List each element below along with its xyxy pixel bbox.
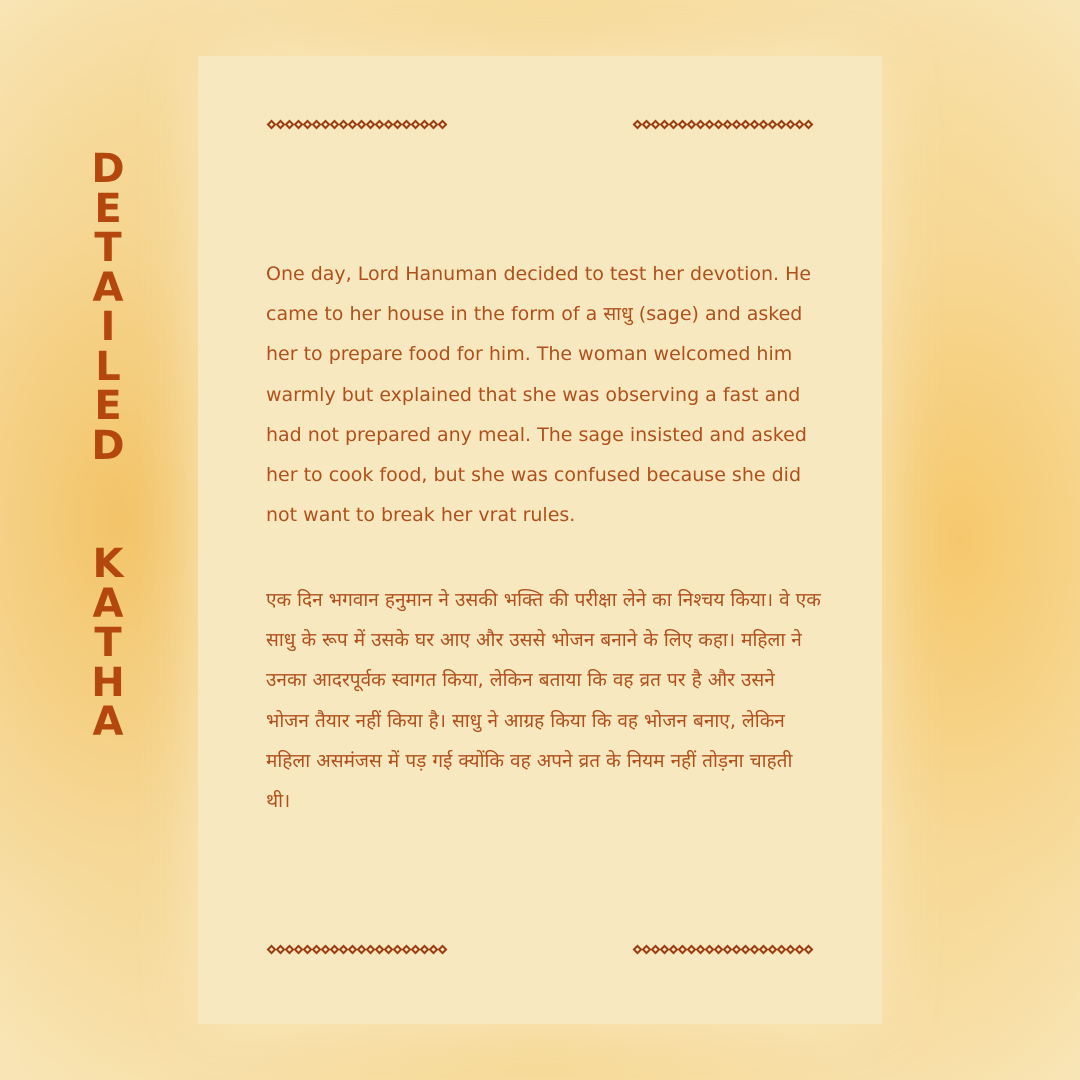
vertical-title xyxy=(78,146,138,745)
diamond-icon xyxy=(438,944,448,954)
story-card xyxy=(198,56,882,1024)
story-hindi: एक दिन भगवान हनुमान ने उसकी भक्ति की परीक्षा लेने का निश्चय किया। वे एक साधु के रूप में उसके घर आए और उससे भोजन बनाने के लिए कहा। महिला ने उनका आदरपूर्वक स्वागत किया, लेकिन बताया कि वह व्रत पर है और उसने भोजन तैयार नहीं किया है। साधु ने आग्रह किया कि वह भोजन बनाए, लेकिन महिला असमंजस में पड़ गई क्योंकि वह अपने व्रत के नियम नहीं तोड़ना चाहती थी। xyxy=(266,589,821,813)
diamond-icon xyxy=(804,119,814,129)
title-letter: L xyxy=(95,343,121,390)
title-letter: D xyxy=(91,146,125,192)
title-letter: E xyxy=(94,383,122,429)
title-letter: H xyxy=(91,659,125,706)
title-letter: T xyxy=(94,225,122,271)
decorative-border-top xyxy=(268,114,812,134)
title-letter: A xyxy=(92,580,124,627)
story-english: One day, Lord Hanuman decided to test her devotion. He came to her house in the form of a साधु (sage) and asked her to prepare food for him. The woman welcomed him warmly but explained that she was observing a fast and had not prepared any meal. The sage insisted and asked her to cook food, but she was confused because she did not want to break her vrat rules. xyxy=(266,263,812,527)
title-letter: A xyxy=(92,264,124,311)
diamond-chain-left-icon xyxy=(268,946,446,953)
title-letter: T xyxy=(94,620,122,666)
title-letter: D xyxy=(91,422,125,469)
title-letter: A xyxy=(92,699,124,745)
diamond-chain-left-icon xyxy=(268,121,446,128)
diamond-icon xyxy=(804,944,814,954)
diamond-icon xyxy=(438,119,448,129)
diamond-chain-right-icon xyxy=(634,946,812,953)
title-letter: E xyxy=(94,185,122,232)
title-letter: K xyxy=(92,541,124,587)
diamond-chain-right-icon xyxy=(634,121,812,128)
title-letter: I xyxy=(100,304,116,350)
decorative-border-bottom xyxy=(268,939,812,959)
